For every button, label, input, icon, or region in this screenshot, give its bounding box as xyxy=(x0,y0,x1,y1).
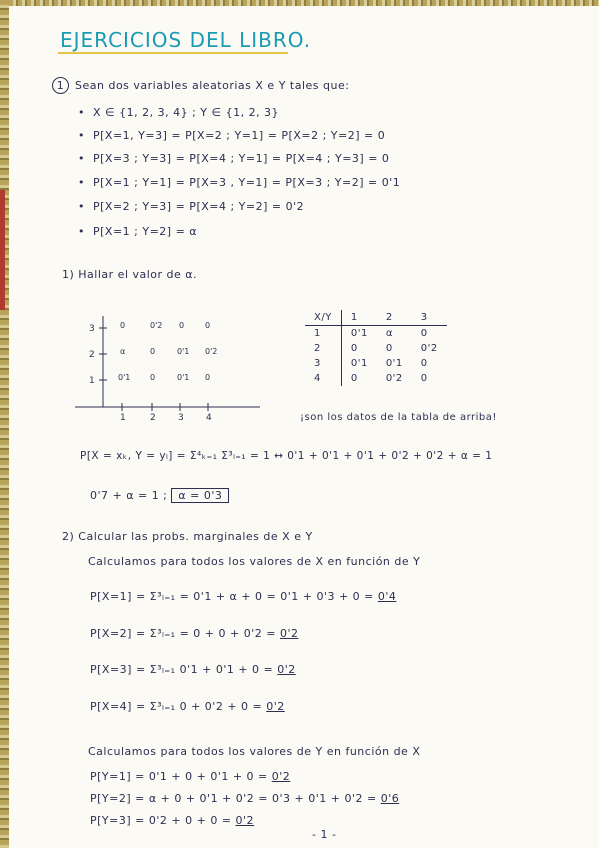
table-corner: X/Y xyxy=(305,310,341,326)
bullet-item: • P[X=1 ; Y=2] = α xyxy=(78,225,198,238)
bullet-item: • P[X=2 ; Y=3] = P[X=4 ; Y=2] = 0'2 xyxy=(78,200,305,213)
alpha-result xyxy=(90,489,229,502)
table-cell: 0'1 xyxy=(350,358,368,369)
grid-cell: 0'1 xyxy=(118,373,131,382)
grid-x-tick: 2 xyxy=(150,413,156,423)
part-2-heading: 2) Calcular las probs. marginales de X e Y xyxy=(62,530,313,543)
marginal-result: 0'4 xyxy=(377,590,397,603)
marginal-result: 0'2 xyxy=(271,770,291,783)
marginal-rhs: 0'1 + 0'1 + 0 = xyxy=(179,663,274,676)
grid-cell: 0'2 xyxy=(205,347,218,356)
marginal-result: 0'6 xyxy=(380,792,400,805)
alpha-equation: 0'7 + α = 1 ; xyxy=(90,489,168,502)
marginal-y-row xyxy=(90,814,254,827)
table-row xyxy=(305,341,447,356)
table-col-header: 3 xyxy=(412,310,447,326)
marginal-result: 0'2 xyxy=(279,627,299,640)
probability-grid-plot xyxy=(75,312,265,427)
grid-cell: 0'2 xyxy=(150,321,163,330)
page-border-top xyxy=(0,0,599,6)
table-row-header: 2 xyxy=(305,341,341,356)
marginal-lhs: P[Y=3] = xyxy=(90,814,145,827)
table-col-header: 1 xyxy=(341,310,376,326)
marginal-y-row xyxy=(90,770,290,783)
table-cell: 0 xyxy=(350,343,358,354)
grid-x-tick: 1 xyxy=(120,413,126,423)
marginal-x-row xyxy=(90,590,396,603)
grid-x-tick: 3 xyxy=(178,413,184,423)
grid-cell: 0 xyxy=(179,321,185,330)
table-row-header: 1 xyxy=(305,326,341,342)
grid-y-tick: 1 xyxy=(89,376,95,386)
page-number: - 1 - xyxy=(312,828,337,841)
marginal-y-row xyxy=(90,792,399,805)
question-statement: Sean dos variables aleatorias X e Y tales que: xyxy=(75,79,350,92)
marginal-lhs: P[X=3] = Σ³ₗ₌₁ xyxy=(90,663,176,676)
marginal-lhs: P[X=2] = Σ³ₗ₌₁ xyxy=(90,627,176,640)
grid-cell: 0 xyxy=(120,321,126,330)
marginal-result: 0'2 xyxy=(235,814,255,827)
bullet-text: P[X=1, Y=3] = P[X=2 ; Y=1] = P[X=2 ; Y=2] = 0 xyxy=(93,129,386,142)
bullet-text: P[X=3 ; Y=3] = P[X=4 ; Y=1] = P[X=4 ; Y=3] = 0 xyxy=(93,152,390,165)
marginal-lhs: P[Y=2] = xyxy=(90,792,145,805)
table-cell: 0 xyxy=(420,373,428,384)
grid-y-tick: 3 xyxy=(89,324,95,334)
marginal-rhs: 0'2 + 0 + 0 = xyxy=(148,814,232,827)
table-cell: 0 xyxy=(420,358,428,369)
intro-marginal-x: Calculamos para todos los valores de X en función de Y xyxy=(88,555,421,568)
table-cell: 0'1 xyxy=(350,328,368,339)
bullet-item: • P[X=3 ; Y=3] = P[X=4 ; Y=1] = P[X=4 ; Y=3] = 0 xyxy=(78,152,390,165)
table-row xyxy=(305,356,447,371)
table-header-row xyxy=(305,310,447,326)
grid-y-tick: 2 xyxy=(89,350,95,360)
intro-marginal-y: Calculamos para todos los valores de Y en función de X xyxy=(88,745,421,758)
part-1-heading: 1) Hallar el valor de α. xyxy=(62,268,198,281)
table-row xyxy=(305,371,447,386)
grid-x-tick: 4 xyxy=(206,413,212,423)
bullet-item: • P[X=1, Y=3] = P[X=2 ; Y=1] = P[X=2 ; Y=2] = 0 xyxy=(78,129,386,142)
bullet-text: X ∈ {1, 2, 3, 4} ; Y ∈ {1, 2, 3} xyxy=(93,106,280,119)
bullet-item: • P[X=1 ; Y=1] = P[X=3 , Y=1] = P[X=3 ; Y=2] = 0'1 xyxy=(78,176,401,189)
marginal-lhs: P[X=1] = Σ³ₗ₌₁ xyxy=(90,590,176,603)
table-cell: 0 xyxy=(385,343,393,354)
bullet-text: P[X=1 ; Y=2] = α xyxy=(93,225,198,238)
bullet-text: P[X=2 ; Y=3] = P[X=4 ; Y=2] = 0'2 xyxy=(93,200,305,213)
marginal-result: 0'2 xyxy=(266,700,285,713)
grid-cell: 0'1 xyxy=(177,347,190,356)
alpha-boxed-answer: α = 0'3 xyxy=(171,488,229,503)
grid-cell: 0'1 xyxy=(177,373,190,382)
table-col-header: 2 xyxy=(377,310,412,326)
bullet-item: • X ∈ {1, 2, 3, 4} ; Y ∈ {1, 2, 3} xyxy=(78,106,280,119)
table-cell: 0'1 xyxy=(385,358,403,369)
grid-cell: 0 xyxy=(205,321,211,330)
bullet-text: P[X=1 ; Y=1] = P[X=3 , Y=1] = P[X=3 ; Y=2] = 0'1 xyxy=(93,176,401,189)
title-underline xyxy=(58,52,288,54)
table-note: ¡son los datos de la tabla de arriba! xyxy=(300,412,497,423)
marginal-x-row xyxy=(90,700,285,713)
marginal-x-row xyxy=(90,663,296,676)
page-border-accent xyxy=(0,190,5,310)
marginal-result: 0'2 xyxy=(277,663,296,676)
table-cell: 0 xyxy=(350,373,358,384)
marginal-rhs: = 0 + 0 + 0'2 = xyxy=(179,627,276,640)
grid-cell: α xyxy=(120,347,126,356)
table-cell: α xyxy=(385,328,393,339)
table-cell: 0 xyxy=(420,328,428,339)
marginal-x-row xyxy=(90,627,299,640)
table-row-header: 4 xyxy=(305,371,341,386)
grid-cell: 0 xyxy=(150,347,156,356)
sum-formula: P[X = xₖ, Y = yₗ] = Σ⁴ₖ₌₁ Σ³ₗ₌₁ = 1 ↔ 0'1 + 0'1 + 0'1 + 0'2 + 0'2 + α = 1 xyxy=(80,450,493,462)
marginal-rhs: = 0'1 + α + 0 = 0'1 + 0'3 + 0 = xyxy=(179,590,374,603)
marginal-lhs: P[X=4] = Σ³ₗ₌₁ xyxy=(90,700,176,713)
page-border-left xyxy=(0,0,9,848)
question-1 xyxy=(52,77,349,94)
table-row xyxy=(305,326,447,342)
marginal-rhs: 0'1 + 0 + 0'1 + 0 = xyxy=(148,770,268,783)
marginal-rhs: 0 + 0'2 + 0 = xyxy=(179,700,263,713)
question-number: 1 xyxy=(52,77,69,94)
probability-table xyxy=(305,310,447,386)
page-title: EJERCICIOS DEL LIBRO. xyxy=(60,28,312,52)
table-cell: 0'2 xyxy=(385,373,403,384)
table-row-header: 3 xyxy=(305,356,341,371)
grid-cell: 0 xyxy=(150,373,156,382)
marginal-rhs: α + 0 + 0'1 + 0'2 = 0'3 + 0'1 + 0'2 = xyxy=(148,792,377,805)
table-cell: 0'2 xyxy=(420,343,438,354)
marginal-lhs: P[Y=1] = xyxy=(90,770,145,783)
grid-cell: 0 xyxy=(205,373,211,382)
